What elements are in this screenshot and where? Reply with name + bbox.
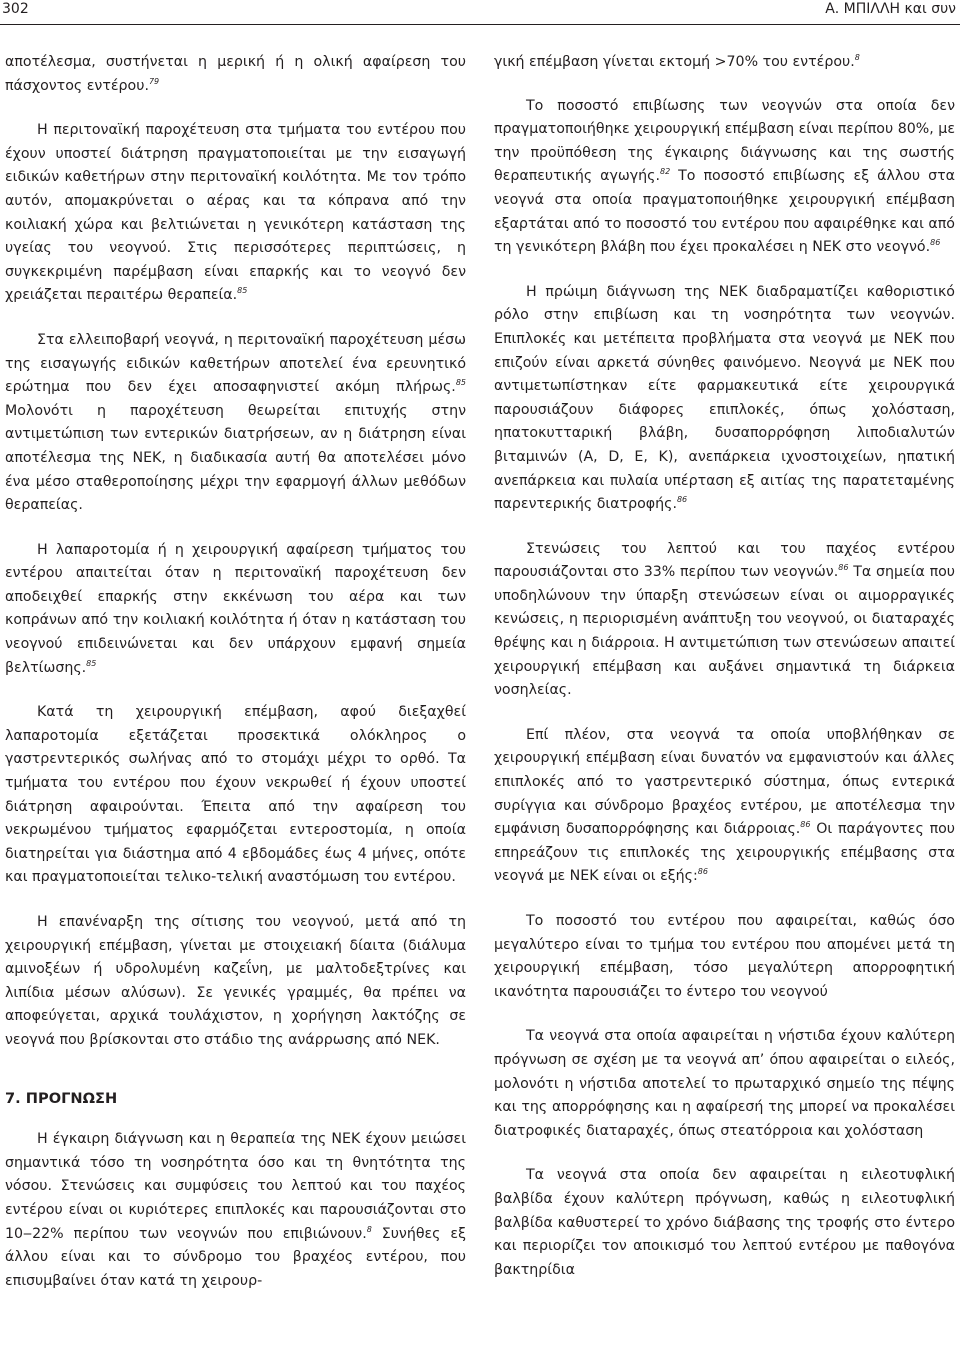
citation: 86 [676,495,688,505]
citation: 86 [800,820,811,830]
header-rule [0,24,960,25]
page-header [0,0,960,26]
right-column [494,51,955,1303]
citation: 86 [697,867,708,877]
citation: 85 [86,658,97,668]
running-head: Α. ΜΠΙΛΛΗ και συν [825,1,956,17]
paragraph: Το ποσοστό του εντέρου που αφαιρείται, καθώς όσο μεγαλύτερο είναι το τμήμα του εντέρου που απομένει μετά τη χειρουργική επέμβαση, τόσο μεγαλύτερη απορροφητική ικανότητα παρουσιάζει το έντερο του νεογνού [494,913,955,1000]
left-column [5,51,466,1314]
paragraph: Η επανέναρξη της σίτισης του νεογνού, μετά από τη χειρουργική επέμβαση, γίνεται με στοιχειακή δίαιτα (διάλυμα αμινοξέων ή υδρολυμένη καζεΐνη, με μαλτοδεξτρίνες και λιπίδια μέσων αλύσων). Σε γενικές γραμμές, θα πρέπει να αποφεύγεται, αρχικά τουλάχιστον, η χορήγηση λακτόζης σε νεογνά που βρίσκονται στο στάδιο της ανάρρωσης από ΝΕΚ. [5,914,466,1048]
paragraph: Η πρώιμη διάγνωση της ΝΕΚ διαδραματίζει καθοριστικό ρόλο στην επιβίωση και τη νοσηρότητα των νεογνών. Επιπλοκές και μετέπειτα προβλήματα στα νεογνά με ΝΕΚ που επιζούν είναι αρκετά σύνηθες φαινόμενο. Νεογνά με ΝΕΚ που αντιμετωπίστηκαν είτε φαρμακευτικά είτε χειρουργικά παρουσιάζουν διάφορες επιπλοκές, όπως χολόσταση, ηπατοκυτταρική βλάβη, δυσαπορρόφηση λιποδιαλυτών βιταμινών (Α, D, E, K), ανεπάρκεια ιχνοστοιχείων, ηπατική ανεπάρκεια και πυλαία υπέρταση εξ αιτίας της παρατεταμένης παρεντερικής διατροφής.$^{86}$ [494,283,955,513]
paragraph: Επί πλέον, στα νεογνά τα οποία υποβλήθηκαν σε χειρουργική επέμβαση είναι δυνατόν να εμφανιστούν και άλλες επιπλοκές από το γαστρεντερικό σύστημα, όπως εντερικά συρίγγια και σύνδρομο βραχέος εντέρου, με αποτέλεσμα την εμφάνιση δυσαπορρόφησης και διάρροιας.$^{86}$ Οι παράγοντες που επηρεάζουν τις επιπλοκές της χειρουργικής επέμβασης στα νεογνά με ΝΕΚ είναι οι εξής:$^{86}$ [494,726,956,885]
paragraph: Τα νεογνά στα οποία αφαιρείται η νήστιδα έχουν καλύτερη πρόγνωση σε σχέση με τα νεογνά απ’ όπου αφαιρείται ο ειλεός, μολονότι η νήστιδα αποτελεί το πρωταρχικό σημείο της πέψης και της απορρόφησης και η αφαίρεσή της μπορεί να προκαλέσει διατροφικές διαταραχές, όπως στεατόρροια και χολόσταση [494,1028,955,1139]
paragraph: αποτέλεσμα, συστήνεται η μερική ή η ολική αφαίρεση του πάσχοντος εντέρου.$^{79}$ [5,54,466,94]
citation: 85 [237,286,248,296]
citation: 85 [455,378,466,388]
citation: 79 [148,76,160,86]
page-number: 302 [2,1,29,17]
section-heading: 7. ΠΡΟΓΝΩΣΗ [5,1089,118,1107]
paragraph: Το ποσοστό επιβίωσης των νεογνών στα οποία δεν πραγματοποιήθηκε χειρουργική επέμβαση είναι περίπου 80%, με την προϋπόθεση της έγκαιρης διάγνωσης και της σωστής θεραπευτικής αγωγής.$^{82}$ Το ποσοστό επιβίωσης εξ άλλου στα νεογνά στα οποία πραγματοποιήθηκε χειρουργική επέμβαση εξαρτάται από το ποσοστό του εντέρου που αφαιρέθηκε και από τη γενικότερη βλάβη που έχει προκαλέσει η ΝΕΚ στο νεογνό.$^{86}$ [494,97,955,256]
citation: 82 [659,167,671,177]
paragraph: Στενώσεις του λεπτού και του παχέος εντέρου παρουσιάζονται στο 33% περίπου των νεογνών.$^{86}$ Τα σημεία που υποδηλώνουν την ύπαρξη στενώσεων είναι οι αιμορραγικές κενώσεις, η περιορισμένη ανάπτυξη του νεογνού, οι διαταραχές θρέψης και η διάρροια. Η αντιμετώπιση των στενώσεων απαιτεί χειρουργική επέμβαση και αυξάνει σημαντικά τη διάρκεια νοσηλείας. [494,540,955,699]
citation: 86 [930,238,941,248]
paragraph: Η έγκαιρη διάγνωση και η θεραπεία της ΝΕΚ έχουν μειώσει σημαντικά τόσο τη νοσηρότητα όσο και τη θνητότητα της νόσου. Στενώσεις και συμφύσεις του λεπτού και του παχέος εντέρου είναι οι κυριότερες επιπλοκές και παρουσιάζονται στο 10‒22% περίπου των νεογνών που επιβιώνουν.$^8$ Συνήθες εξ άλλου είναι και το σύνδρομο του βραχέος εντέρου, που επισυμβαίνει όταν κατά τη χειρουρ- [5,1131,466,1289]
paragraph: Στα ελλειποβαρή νεογνά, η περιτοναϊκή παροχέτευση μέσω της εισαγωγής ειδικών καθετήρων αποτελεί ένα ερευνητικό ερώτημα που δεν έχει αποσαφηνιστεί ακόμη πλήρως.$^{85}$ Μολονότι η παροχέτευση θεωρείται επιτυχής στην αντιμετώπιση των εντερικών διατρήσεων, αν η διάτρηση είναι αποτέλεσμα της ΝΕΚ, η διαδικασία αυτή θα αποτελέσει μόνο ένα μέσο σταθεροποίησης μέχρι την εφαρμογή άλλων μεθόδων θεραπείας. [5,331,466,514]
citation: 8 [366,1224,372,1234]
paragraph: Τα νεογνά στα οποία δεν αφαιρείται η ειλεοτυφλική βαλβίδα έχουν καλύτερη πρόγνωση, καθώς η ειλεοτυφλική βαλβίδα καθυστερεί το χρόνο διάβασης της τροφής στο έντερο και περιορίζει τον αποικισμό του λεπτού εντέρου με παθογόνα βακτηρίδια [494,1167,955,1278]
paragraph: Η περιτοναϊκή παροχέτευση στα τμήματα του εντέρου που έχουν υποστεί διάτρηση πραγματοποιείται με την εισαγωγή ειδικών καθετήρων στην περιτοναϊκή κοιλότητα. Με τον τρόπο αυτόν, απομακρύνεται ο αέρας και τα κόπρανα από την κοιλιακή χώρα και βελτιώνεται η γενικότερη κατάσταση της υγείας του νεογνού. Στις περισσότερες περιπτώσεις, η συγκεκριμένη παρέμβαση είναι επαρκής και το νεογνό δεν χρειάζεται περαιτέρω θεραπεία.$^{85}$ [5,122,466,304]
paragraph: Η λαπαροτομία ή η χειρουργική αφαίρεση τμήματος του εντέρου απαιτείται όταν η περιτοναϊκή παροχέτευση δεν αποδειχθεί επαρκής στην εκκένωση του αέρα και των κοπράνων από την κοιλιακή κοιλότητα ή όταν η κατάσταση του νεογνού επιδεινώνεται και δεν υπάρχουν εμφανή σημεία βελτίωσης.$^{85}$ [5,541,466,676]
citation: 8 [854,53,860,62]
paragraph: Κατά τη χειρουργική επέμβαση, αφού διεξαχθεί λαπαροτομία εξετάζεται προσεκτικά ολόκληρος ο γαστρεντερικός σωλήνας από το στομάχι μέχρι το ορθό. Τα τμήματα του εντέρου που έχουν νεκρωθεί ή έχουν υποστεί διάτρηση αφαιρούνται. Έπειτα από την αφαίρεση του νεκρωμένου τμήματος εφαρμόζεται εντεροστομία, η οποία διατηρείται για διάστημα από 4 εβδομάδες έως 4 μήνες, οπότε και πραγματοποιείται τελικο-τελική αναστόμωση του εντέρου. [5,704,466,886]
paragraph: γική επέμβαση γίνεται εκτομή >70% του εντέρου.$^8$ [494,53,860,70]
citation: 86 [838,563,849,573]
